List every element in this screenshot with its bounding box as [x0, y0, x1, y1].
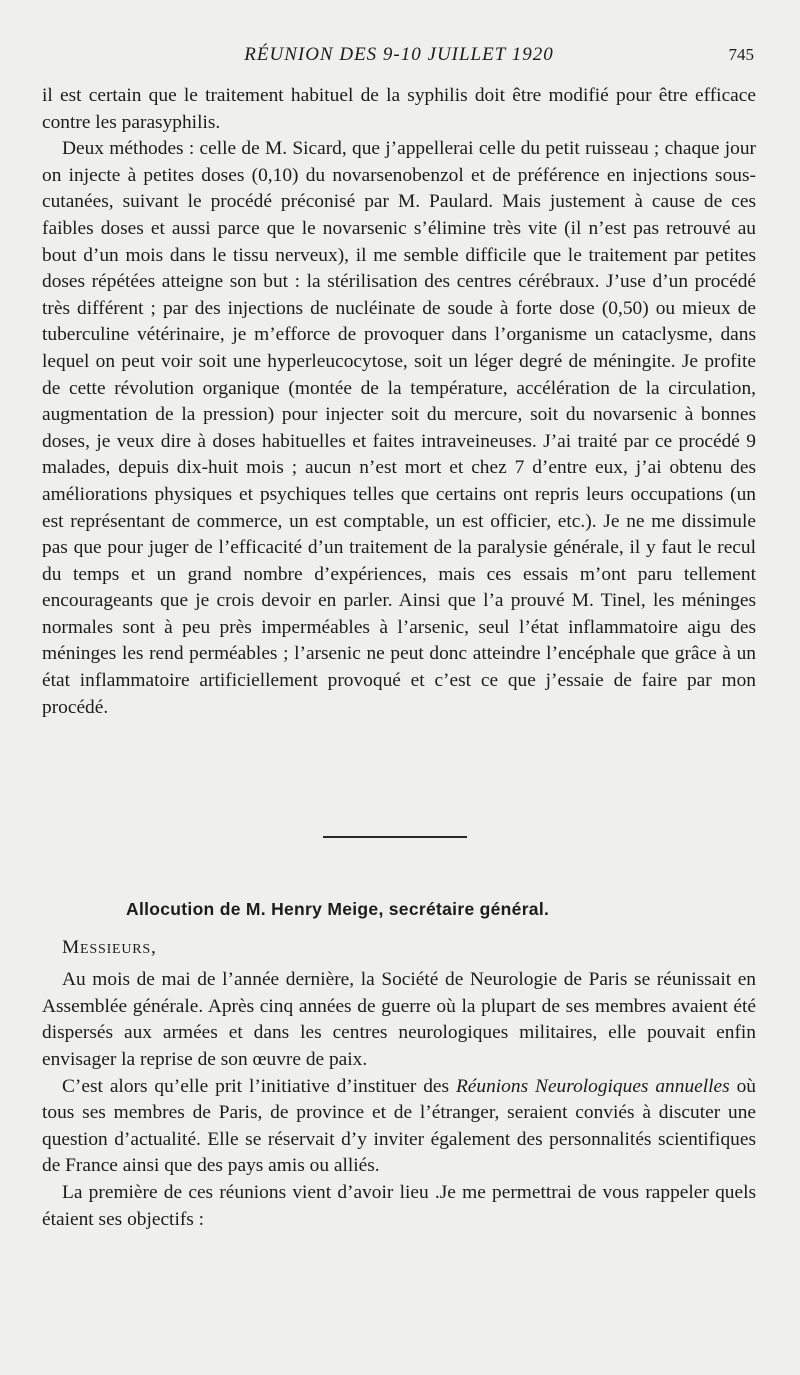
running-header	[42, 44, 756, 72]
paragraph-assemblee-generale: Au mois de mai de l’année dernière, la Société de Neurologie de Paris se réunissait en Assemblée générale. Après cinq années de guerre où la plupart de ses membres avaient été dispersés aux armées et dans les centres neurologiques militaires, elle pouvait enfin envisager la reprise de son œuvre de paix.	[42, 969, 756, 1070]
reunions-neurologiques-title: Réunions Neurologiques annuelles	[455, 1075, 730, 1097]
page-number: 745	[728, 45, 754, 64]
allocution-section	[42, 896, 756, 1233]
paragraph-reunions-rest: où tous ses membres de Paris, de province et de l’étranger, seraient conviés à discuter une question d’actualité. Elle se réservait d’y inviter également des personnalités scientifiques de France ainsi que des pays amis ou alliés.	[42, 1075, 756, 1177]
section-title: Allocution de M. Henry Meige, secrétaire général.	[126, 899, 550, 919]
paragraph-reunions-lead: C’est alors qu’elle prit l’initiative d’instituer des	[62, 1075, 456, 1097]
paragraph-reunions-annuelles	[42, 1074, 756, 1180]
continued-discussion-text	[42, 83, 756, 721]
paragraph-two-methods: Deux méthodes : celle de M. Sicard, que j’appellerai celle du petit ruisseau ; chaque jour on injecte à petites doses (0,10) du novarsenobenzol et de préférence en injections sous-cutanées, suivant le procédé préconisé par M. Paulard. Mais justement à cause de ces faibles doses et aussi parce que le novarsenic s’élimine très vite (il n’est pas retrouvé au bout d’un mois dans le tissu nerveux), il me semble difficile que le traitement par petites doses répétées atteigne son but : la stérilisation des centres cérébraux. J’use d’un procédé très différent ; par des injections de nucléinate de soude à forte dose (0,50) ou mieux de tuberculine vétérinaire, je m’efforce de provoquer dans l’organisme un cataclysme, dans lequel on peut voir soit une hyperleucocytose, soit un léger degré de méningite. Je profite de cette révolution organique (montée de la température, accélération de la circulation, augmentation de la pression) pour injecter soit du mercure, soit du novarsenic à bonnes doses, je veux dire à doses habituelles et faites intraveineuses. J’ai traité par ce procédé 9 malades, depuis dix-huit mois ; aucun n’est mort et chez 7 d’entre eux, j’ai obtenu des améliorations physiques et psychiques telles que certains ont repris leurs occupations (un est représentant de commerce, un est comptable, un est officier, etc.). Je ne me dissimule pas que pour juger de l’efficacité d’un traitement de la paralysie générale, il y faut le recul du temps et un grand nombre d’expériences, mais ces essais m’ont paru tellement encourageants que je crois devoir en parler. Ainsi que l’a prouvé M. Tinel, les méninges normales sont à peu près imperméables à l’arsenic, seul l’état inflammatoire aigu des méninges les rend perméables ; l’arsenic ne peut donc atteindre l’encéphale que grâce à un état inflammatoire artificiellement provoqué et c’est ce que j’essaie de faire par mon procédé.	[42, 138, 756, 718]
running-title: RÉUNION DES 9-10 JUILLET 1920	[244, 44, 554, 65]
paragraph-objectifs: La première de ces réunions vient d’avoir lieu .Je me permettrai de vous rappeler quels étaient ses objectifs :	[42, 1181, 756, 1230]
salutation: Messieurs,	[62, 936, 157, 958]
paragraph-syphilis-treatment: il est certain que le traitement habituel de la syphilis doit être modifié pour être efficace contre les parasyphilis.	[42, 85, 756, 133]
section-divider	[323, 836, 467, 838]
